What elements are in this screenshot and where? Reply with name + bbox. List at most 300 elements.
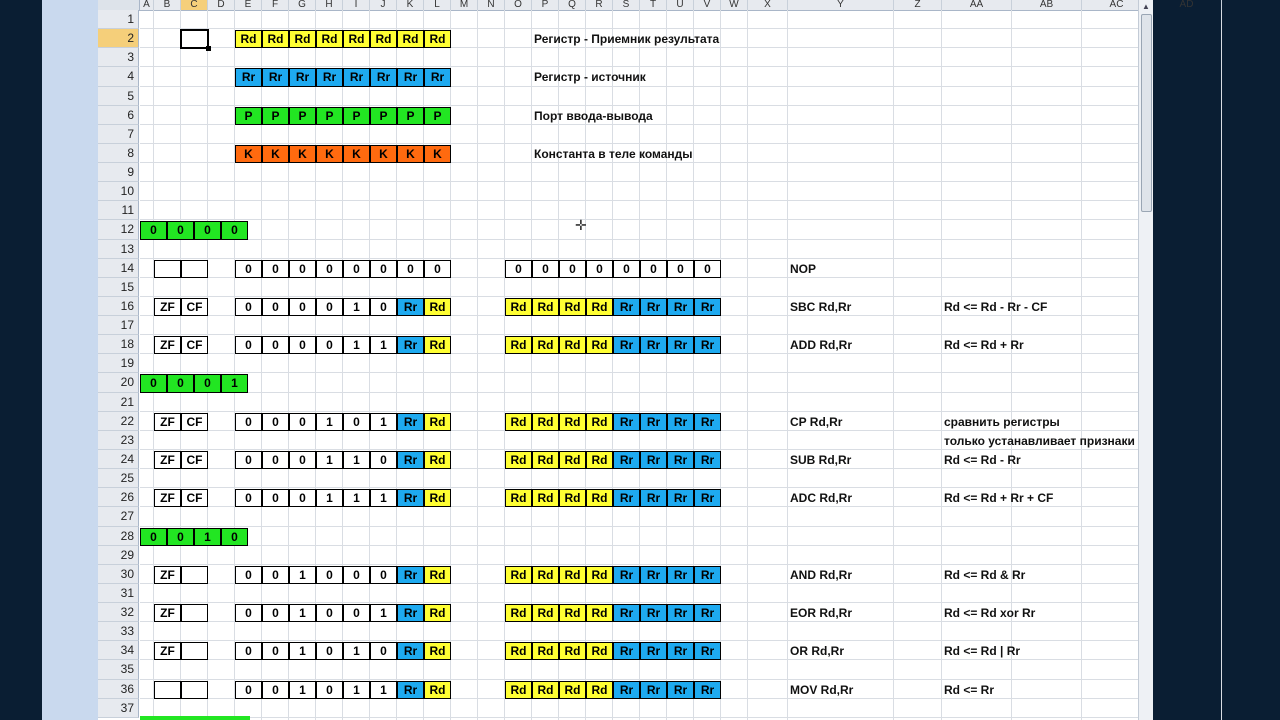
instruction-description: Rd <= Rd - Rr - CF <box>944 299 1048 314</box>
opcode-bit: 1 <box>316 489 343 507</box>
operand-bit: Rd <box>505 604 532 622</box>
opcode-bit: 1 <box>343 642 370 660</box>
opcode-bit: Rr <box>397 413 424 431</box>
gridline-horizontal <box>140 717 1138 718</box>
opcode-bit: Rr <box>397 566 424 584</box>
opcode-bit: Rd <box>424 451 451 469</box>
operand-bit: 0 <box>667 260 694 278</box>
operand-bit: Rd <box>586 298 613 316</box>
opcode-bit: 0 <box>316 642 343 660</box>
legend-bit-p: P <box>343 107 370 125</box>
row-header-13[interactable]: 13 <box>98 240 139 259</box>
operand-bit: Rr <box>694 604 721 622</box>
opcode-bit: 1 <box>370 336 397 354</box>
group-bit: 0 <box>167 374 194 392</box>
legend-bit-rr: Rr <box>343 68 370 86</box>
column-header-x[interactable]: X <box>748 0 788 10</box>
operand-bit: Rr <box>640 489 667 507</box>
gridline-horizontal <box>140 564 1138 565</box>
row-header-36[interactable]: 36 <box>98 680 139 699</box>
legend-bit-k: K <box>235 145 262 163</box>
operand-bit: Rr <box>667 604 694 622</box>
operand-bit: Rr <box>613 336 640 354</box>
operand-bit: 0 <box>505 260 532 278</box>
operand-bit: Rr <box>667 642 694 660</box>
opcode-bit: 1 <box>370 604 397 622</box>
legend-bit-rd: Rd <box>343 30 370 48</box>
opcode-bit: 1 <box>343 681 370 699</box>
flag-cell: ZF <box>154 489 181 507</box>
operand-bit: Rr <box>667 413 694 431</box>
opcode-bit: 1 <box>343 489 370 507</box>
opcode-bit: 1 <box>289 604 316 622</box>
legend-bit-rd: Rd <box>289 30 316 48</box>
spreadsheet-grid[interactable] <box>98 0 1194 720</box>
column-header-m[interactable]: M <box>451 0 478 10</box>
row-header-25[interactable]: 25 <box>98 469 139 488</box>
column-header-g[interactable]: G <box>289 0 316 10</box>
group-bit: 0 <box>221 528 248 546</box>
operand-bit: Rd <box>586 642 613 660</box>
flag-cell <box>181 566 208 584</box>
column-header-s[interactable]: S <box>613 0 640 10</box>
column-header-e[interactable]: E <box>235 0 262 10</box>
column-header-j[interactable]: J <box>370 0 397 10</box>
flag-cell: CF <box>181 413 208 431</box>
gridline-vertical <box>941 10 942 720</box>
opcode-bit: 0 <box>343 413 370 431</box>
opcode-bit: 0 <box>370 298 397 316</box>
operand-bit: Rd <box>505 336 532 354</box>
opcode-bit: 1 <box>343 451 370 469</box>
row-header-27[interactable]: 27 <box>98 507 139 526</box>
operand-bit: Rd <box>586 604 613 622</box>
operand-bit: Rr <box>694 413 721 431</box>
column-header-i[interactable]: I <box>343 0 370 10</box>
legend-bit-rr: Rr <box>235 68 262 86</box>
flag-cell: ZF <box>154 336 181 354</box>
column-header-h[interactable]: H <box>316 0 343 10</box>
gridline-horizontal <box>140 28 1138 29</box>
gridline-horizontal <box>140 602 1138 603</box>
gridline-horizontal <box>140 239 1138 240</box>
operand-bit: Rd <box>532 566 559 584</box>
row-header-20[interactable]: 20 <box>98 373 139 392</box>
instruction-description: сравнить регистры <box>944 414 1060 429</box>
legend-description: Константа в теле команды <box>534 146 693 161</box>
opcode-bit: 0 <box>262 413 289 431</box>
instruction-mnemonic: SBC Rd,Rr <box>790 299 852 314</box>
column-header-k[interactable]: K <box>397 0 424 10</box>
operand-bit: Rd <box>532 413 559 431</box>
opcode-bit: 0 <box>262 604 289 622</box>
gridline-vertical <box>893 10 894 720</box>
opcode-bit: 0 <box>316 336 343 354</box>
row-header-2[interactable]: 2 <box>98 29 139 48</box>
gridline-horizontal <box>140 181 1138 182</box>
column-header-ab[interactable]: AB <box>1012 0 1082 10</box>
opcode-bit: 0 <box>235 298 262 316</box>
group-bit: 1 <box>194 528 221 546</box>
operand-bit: Rr <box>640 681 667 699</box>
operand-bit: 0 <box>694 260 721 278</box>
opcode-bit: Rd <box>424 413 451 431</box>
opcode-bit: 0 <box>262 451 289 469</box>
opcode-bit: 0 <box>424 260 451 278</box>
legend-bit-k: K <box>397 145 424 163</box>
operand-bit: Rd <box>532 336 559 354</box>
column-header-a[interactable]: A <box>140 0 154 10</box>
operand-bit: Rd <box>586 336 613 354</box>
flag-cell <box>154 681 181 699</box>
legend-bit-k: K <box>370 145 397 163</box>
opcode-bit: 0 <box>343 260 370 278</box>
opcode-bit: 0 <box>370 642 397 660</box>
operand-bit: Rd <box>559 489 586 507</box>
operand-bit: Rr <box>694 681 721 699</box>
opcode-bit: 1 <box>289 566 316 584</box>
group-bit: 0 <box>140 528 167 546</box>
row-header-9[interactable]: 9 <box>98 163 139 182</box>
column-header-z[interactable]: Z <box>894 0 942 10</box>
operand-bit: Rd <box>532 604 559 622</box>
row-header-33[interactable]: 33 <box>98 622 139 641</box>
opcode-bit: 0 <box>235 566 262 584</box>
group-bit: 0 <box>140 221 167 239</box>
flag-cell <box>181 260 208 278</box>
gridline-horizontal <box>140 334 1138 335</box>
flag-cell: CF <box>181 298 208 316</box>
legend-bit-p: P <box>424 107 451 125</box>
column-header-c[interactable]: C <box>181 0 208 10</box>
opcode-bit: 1 <box>370 413 397 431</box>
instruction-description: Rd <= Rr <box>944 682 995 697</box>
legend-bit-p: P <box>397 107 424 125</box>
row-header-5[interactable]: 5 <box>98 87 139 106</box>
operand-bit: Rr <box>667 681 694 699</box>
operand-bit: 0 <box>559 260 586 278</box>
row-header-4[interactable]: 4 <box>98 67 139 86</box>
operand-bit: Rr <box>694 566 721 584</box>
row-header-6[interactable]: 6 <box>98 106 139 125</box>
flag-cell: ZF <box>154 566 181 584</box>
row-header-18[interactable]: 18 <box>98 335 139 354</box>
opcode-bit: 1 <box>289 681 316 699</box>
opcode-bit: 0 <box>262 566 289 584</box>
legend-bit-rr: Rr <box>424 68 451 86</box>
flag-cell <box>154 260 181 278</box>
active-cell-selection[interactable] <box>180 29 209 49</box>
row-header-16[interactable]: 16 <box>98 297 139 316</box>
operand-bit: Rd <box>586 489 613 507</box>
opcode-bit: 0 <box>235 642 262 660</box>
gridline-horizontal <box>140 526 1138 527</box>
gridline-horizontal <box>140 143 1138 144</box>
legend-bit-rd: Rd <box>262 30 289 48</box>
column-header-u[interactable]: U <box>667 0 694 10</box>
gridline-horizontal <box>140 640 1138 641</box>
opcode-bit: 0 <box>316 260 343 278</box>
operand-bit: Rd <box>532 642 559 660</box>
operand-bit: Rd <box>559 681 586 699</box>
flag-cell <box>181 604 208 622</box>
instruction-mnemonic: AND Rd,Rr <box>790 567 852 582</box>
opcode-bit: 1 <box>316 413 343 431</box>
row-header-1[interactable]: 1 <box>98 10 139 29</box>
opcode-bit: 0 <box>235 604 262 622</box>
instruction-description: Rd <= Rd - Rr <box>944 452 1021 467</box>
opcode-bit: 0 <box>397 260 424 278</box>
legend-bit-rd: Rd <box>370 30 397 48</box>
column-header-l[interactable]: L <box>424 0 451 10</box>
opcode-bit: 0 <box>262 642 289 660</box>
legend-bit-k: K <box>289 145 316 163</box>
opcode-bit: 0 <box>235 336 262 354</box>
operand-bit: Rd <box>559 604 586 622</box>
opcode-bit: Rd <box>424 489 451 507</box>
gridline-horizontal <box>140 372 1138 373</box>
gridline-vertical <box>1081 10 1082 720</box>
operand-bit: Rr <box>613 642 640 660</box>
group-bit: 0 <box>167 528 194 546</box>
operand-bit: Rd <box>505 642 532 660</box>
operand-bit: Rr <box>667 566 694 584</box>
operand-bit: Rd <box>532 298 559 316</box>
scroll-up-arrow-icon[interactable]: ▲ <box>1142 2 1150 11</box>
operand-bit: Rd <box>559 413 586 431</box>
opcode-bit: 0 <box>343 604 370 622</box>
operand-bit: Rr <box>694 451 721 469</box>
instruction-mnemonic: CP Rd,Rr <box>790 414 843 429</box>
gridline-horizontal <box>140 545 1138 546</box>
column-header-bar <box>98 0 1194 11</box>
instruction-mnemonic: EOR Rd,Rr <box>790 606 853 621</box>
column-header-r[interactable]: R <box>586 0 613 10</box>
column-header-o[interactable]: O <box>505 0 532 10</box>
row-header-8[interactable]: 8 <box>98 144 139 163</box>
opcode-bit: 0 <box>289 260 316 278</box>
row-header-23[interactable]: 23 <box>98 431 139 450</box>
row-header-21[interactable]: 21 <box>98 393 139 412</box>
opcode-bit: 1 <box>316 451 343 469</box>
row-header-17[interactable]: 17 <box>98 316 139 335</box>
opcode-bit: 0 <box>370 260 397 278</box>
operand-bit: Rr <box>613 451 640 469</box>
opcode-bit: 0 <box>262 336 289 354</box>
column-header-y[interactable]: Y <box>788 0 894 10</box>
row-header-37[interactable]: 37 <box>98 699 139 718</box>
column-header-n[interactable]: N <box>478 0 505 10</box>
instruction-description: Rd <= Rd & Rr <box>944 567 1026 582</box>
gridline-vertical <box>787 10 788 720</box>
fill-handle[interactable] <box>206 46 211 51</box>
operand-bit: Rd <box>505 681 532 699</box>
select-all-corner[interactable] <box>98 0 140 10</box>
legend-bit-rr: Rr <box>262 68 289 86</box>
flag-cell: ZF <box>154 642 181 660</box>
opcode-bit: 1 <box>289 642 316 660</box>
row-header-12[interactable]: 12 <box>98 220 139 239</box>
row-header-29[interactable]: 29 <box>98 546 139 565</box>
group-bit: 1 <box>221 374 248 392</box>
operand-bit: Rd <box>559 566 586 584</box>
column-header-ad[interactable]: AD <box>1152 0 1222 10</box>
opcode-bit: 0 <box>316 566 343 584</box>
opcode-bit: 0 <box>316 298 343 316</box>
group-bit: 0 <box>221 221 248 239</box>
operand-bit: Rd <box>586 413 613 431</box>
legend-bit-rd: Rd <box>235 30 262 48</box>
opcode-bit: 0 <box>262 260 289 278</box>
operand-bit: Rr <box>640 336 667 354</box>
instruction-description: Rd <= Rd + Rr <box>944 338 1024 353</box>
column-header-aa[interactable]: AA <box>942 0 1012 10</box>
operand-bit: Rd <box>505 566 532 584</box>
column-header-ac[interactable]: AC <box>1082 0 1152 10</box>
scrollbar-thumb[interactable] <box>1141 14 1152 212</box>
opcode-bit: Rd <box>424 566 451 584</box>
opcode-bit: 1 <box>343 298 370 316</box>
operand-bit: Rd <box>586 451 613 469</box>
cell-cursor-icon: ✛ <box>575 217 587 233</box>
operand-bit: Rd <box>505 451 532 469</box>
flag-cell: CF <box>181 451 208 469</box>
opcode-bit: 0 <box>235 489 262 507</box>
legend-bit-rr: Rr <box>397 68 424 86</box>
instruction-mnemonic: NOP <box>790 261 817 276</box>
operand-bit: Rr <box>667 489 694 507</box>
opcode-bit: Rr <box>397 604 424 622</box>
row-header-10[interactable]: 10 <box>98 182 139 201</box>
operand-bit: Rr <box>640 298 667 316</box>
gridline-horizontal <box>140 679 1138 680</box>
opcode-bit: Rr <box>397 451 424 469</box>
legend-bit-rr: Rr <box>370 68 397 86</box>
gridline-horizontal <box>140 200 1138 201</box>
legend-bit-p: P <box>262 107 289 125</box>
row-header-24[interactable]: 24 <box>98 450 139 469</box>
flag-cell: CF <box>181 489 208 507</box>
opcode-bit: 0 <box>316 604 343 622</box>
opcode-bit: 0 <box>235 260 262 278</box>
instruction-mnemonic: ADC Rd,Rr <box>790 491 852 506</box>
flag-cell: CF <box>181 336 208 354</box>
gridline-horizontal <box>140 487 1138 488</box>
instruction-mnemonic: SUB Rd,Rr <box>790 452 852 467</box>
gridline-horizontal <box>140 392 1138 393</box>
operand-bit: Rr <box>694 489 721 507</box>
column-header-f[interactable]: F <box>262 0 289 10</box>
legend-description: Порт ввода-вывода <box>534 108 653 123</box>
row-header-34[interactable]: 34 <box>98 641 139 660</box>
operand-bit: Rr <box>667 298 694 316</box>
opcode-bit: 1 <box>370 489 397 507</box>
opcode-bit: 0 <box>370 566 397 584</box>
opcode-bit: Rr <box>397 298 424 316</box>
operand-bit: Rd <box>586 681 613 699</box>
operand-bit: Rr <box>640 413 667 431</box>
opcode-bit: 0 <box>370 451 397 469</box>
gridline-horizontal <box>140 411 1138 412</box>
opcode-bit: 0 <box>289 336 316 354</box>
gridline-horizontal <box>140 66 1138 67</box>
excel-window <box>42 0 1194 720</box>
row-header-3[interactable]: 3 <box>98 48 139 67</box>
operand-bit: Rr <box>613 604 640 622</box>
gridline-vertical <box>747 10 748 720</box>
opcode-bit: 0 <box>235 451 262 469</box>
opcode-bit: Rd <box>424 298 451 316</box>
column-header-w[interactable]: W <box>721 0 748 10</box>
gridline-vertical <box>1221 10 1222 720</box>
flag-cell: ZF <box>154 451 181 469</box>
row-header-11[interactable]: 11 <box>98 201 139 220</box>
column-header-d[interactable]: D <box>208 0 235 10</box>
column-header-p[interactable]: P <box>532 0 559 10</box>
note-text: только устанавливает признаки <box>944 433 1135 448</box>
opcode-bit: 1 <box>343 336 370 354</box>
operand-bit: Rd <box>505 413 532 431</box>
operand-bit: Rr <box>640 642 667 660</box>
row-header-30[interactable]: 30 <box>98 565 139 584</box>
row-header-28[interactable]: 28 <box>98 527 139 546</box>
row-header-7[interactable]: 7 <box>98 125 139 144</box>
operand-bit: Rr <box>694 642 721 660</box>
row-header-35[interactable]: 35 <box>98 660 139 679</box>
legend-bit-rd: Rd <box>316 30 343 48</box>
opcode-bit: 0 <box>262 681 289 699</box>
group-bit: 0 <box>167 221 194 239</box>
column-header-t[interactable]: T <box>640 0 667 10</box>
row-header-26[interactable]: 26 <box>98 488 139 507</box>
legend-bit-p: P <box>316 107 343 125</box>
legend-bit-rr: Rr <box>316 68 343 86</box>
opcode-bit: Rd <box>424 681 451 699</box>
operand-bit: Rd <box>505 298 532 316</box>
group-bit: 0 <box>194 374 221 392</box>
opcode-bit: 0 <box>289 298 316 316</box>
legend-bit-k: K <box>316 145 343 163</box>
column-header-v[interactable]: V <box>694 0 721 10</box>
column-header-q[interactable]: Q <box>559 0 586 10</box>
row-header-14[interactable]: 14 <box>98 259 139 278</box>
column-header-b[interactable]: B <box>154 0 181 10</box>
row-header-32[interactable]: 32 <box>98 603 139 622</box>
instruction-mnemonic: ADD Rd,Rr <box>790 338 852 353</box>
flag-cell: ZF <box>154 413 181 431</box>
row-header-19[interactable]: 19 <box>98 354 139 373</box>
instruction-mnemonic: MOV Rd,Rr <box>790 682 854 697</box>
operand-bit: Rd <box>532 451 559 469</box>
legend-bit-k: K <box>343 145 370 163</box>
instruction-description: Rd <= Rd xor Rr <box>944 606 1036 621</box>
operand-bit: 0 <box>532 260 559 278</box>
operand-bit: Rr <box>640 604 667 622</box>
row-header-22[interactable]: 22 <box>98 412 139 431</box>
opcode-bit: 0 <box>235 413 262 431</box>
opcode-bit: 0 <box>316 681 343 699</box>
row-header-15[interactable]: 15 <box>98 278 139 297</box>
vertical-scrollbar[interactable] <box>1138 0 1153 720</box>
opcode-bit: 0 <box>343 566 370 584</box>
opcode-bit: 1 <box>370 681 397 699</box>
flag-cell <box>181 642 208 660</box>
operand-bit: Rr <box>613 681 640 699</box>
group-bit: 0 <box>140 374 167 392</box>
opcode-bit: 0 <box>262 489 289 507</box>
row-header-31[interactable]: 31 <box>98 584 139 603</box>
flag-cell <box>181 681 208 699</box>
